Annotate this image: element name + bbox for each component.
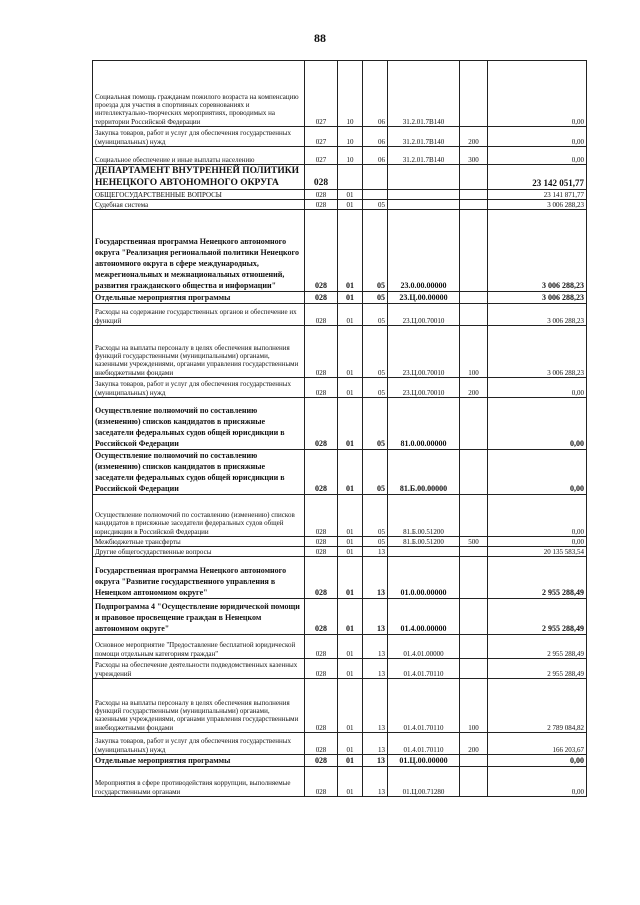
row-subsection-code: 13	[363, 767, 388, 797]
row-ved-code: 028	[305, 210, 338, 292]
row-ved-code: 027	[305, 127, 338, 147]
row-ved-code: 028	[305, 190, 338, 200]
row-target-article: 81.Б.00.00000	[388, 450, 460, 495]
row-expense-type	[460, 190, 488, 200]
row-section-code	[338, 165, 363, 190]
row-amount: 0,00	[488, 61, 587, 127]
row-expense-type	[460, 755, 488, 767]
row-target-article: 81.0.00.00000	[388, 398, 460, 450]
row-subsection-code: 13	[363, 733, 388, 755]
row-section-code: 01	[338, 190, 363, 200]
row-subsection-code	[363, 190, 388, 200]
row-ved-code: 028	[305, 599, 338, 635]
row-ved-code: 028	[305, 767, 338, 797]
table-row	[93, 537, 587, 547]
row-section-code: 01	[338, 537, 363, 547]
row-target-article: 01.4.01.70110	[388, 659, 460, 679]
row-section-code: 01	[338, 398, 363, 450]
row-subsection-code: 05	[363, 450, 388, 495]
row-target-article: 81.Б.00.51200	[388, 495, 460, 537]
row-ved-code: 028	[305, 679, 338, 733]
row-ved-code: 028	[305, 304, 338, 326]
row-target-article: 31.2.01.7В140	[388, 61, 460, 127]
row-target-article: 23.0.00.00000	[388, 210, 460, 292]
row-expense-type	[460, 635, 488, 659]
row-name: Основное мероприятие "Предоставление бесплатной юридической помощи отдельным категориям граждан"	[93, 635, 305, 659]
row-amount: 2 955 288,49	[488, 599, 587, 635]
row-subsection-code: 06	[363, 61, 388, 127]
row-target-article: 01.Ц.00.00000	[388, 755, 460, 767]
row-target-article: 01.4.01.70110	[388, 733, 460, 755]
row-subsection-code: 13	[363, 755, 388, 767]
row-name: ОБЩЕГОСУДАРСТВЕННЫЕ ВОПРОСЫ	[93, 190, 305, 200]
row-subsection-code: 13	[363, 635, 388, 659]
row-section-code: 10	[338, 61, 363, 127]
row-subsection-code: 05	[363, 326, 388, 378]
row-expense-type	[460, 304, 488, 326]
row-ved-code: 028	[305, 659, 338, 679]
row-amount: 166 203,67	[488, 733, 587, 755]
row-expense-type	[460, 210, 488, 292]
row-amount: 0,00	[488, 147, 587, 165]
row-amount: 3 006 288,23	[488, 304, 587, 326]
row-name: Закупка товаров, работ и услуг для обеспечения государственных (муниципальных) нужд	[93, 378, 305, 398]
row-amount: 0,00	[488, 755, 587, 767]
row-name: ДЕПАРТАМЕНТ ВНУТРЕННЕЙ ПОЛИТИКИ НЕНЕЦКОГО АВТОНОМНОГО ОКРУГА	[93, 165, 305, 190]
row-ved-code: 028	[305, 547, 338, 557]
row-subsection-code: 13	[363, 679, 388, 733]
row-ved-code: 028	[305, 326, 338, 378]
row-amount: 0,00	[488, 495, 587, 537]
row-amount: 2 955 288,49	[488, 557, 587, 599]
row-section-code: 01	[338, 450, 363, 495]
row-section-code: 01	[338, 378, 363, 398]
row-expense-type	[460, 61, 488, 127]
row-subsection-code: 05	[363, 200, 388, 210]
table-row	[93, 599, 587, 635]
row-ved-code: 028	[305, 450, 338, 495]
row-name: Закупка товаров, работ и услуг для обеспечения государственных (муниципальных) нужд	[93, 127, 305, 147]
table-row	[93, 190, 587, 200]
row-target-article: 31.2.01.7В140	[388, 147, 460, 165]
row-subsection-code: 05	[363, 378, 388, 398]
row-name: Государственная программа Ненецкого автономного округа "Развитие государственного управления в Ненецком автономном округе"	[93, 557, 305, 599]
row-target-article	[388, 190, 460, 200]
row-amount: 3 006 288,23	[488, 200, 587, 210]
row-section-code: 01	[338, 659, 363, 679]
table-row	[93, 200, 587, 210]
row-name: Подпрограмма 4 "Осуществление юридической помощи и правовое просвещение граждан в Ненецком автономном округе"	[93, 599, 305, 635]
table-row	[93, 755, 587, 767]
row-section-code: 01	[338, 767, 363, 797]
row-ved-code: 028	[305, 165, 338, 190]
row-target-article: 81.Б.00.51200	[388, 537, 460, 547]
row-expense-type	[460, 547, 488, 557]
row-section-code: 01	[338, 599, 363, 635]
table-row	[93, 378, 587, 398]
row-target-article: 23.Ц.00.00000	[388, 292, 460, 304]
budget-table-body	[93, 61, 587, 797]
row-expense-type	[460, 767, 488, 797]
row-expense-type	[460, 599, 488, 635]
row-amount: 20 135 583,54	[488, 547, 587, 557]
row-expense-type	[460, 398, 488, 450]
row-target-article: 23.Ц.00.70010	[388, 326, 460, 378]
row-subsection-code: 05	[363, 495, 388, 537]
row-amount: 0,00	[488, 450, 587, 495]
row-expense-type	[460, 450, 488, 495]
row-ved-code: 028	[305, 292, 338, 304]
row-name: Расходы на выплаты персоналу в целях обеспечения выполнения функций государственными (муниципальными) органами, казенными учреждениями, органами управления государственными внебюджетными фондами	[93, 326, 305, 378]
row-name: Осуществление полномочий по составлению (изменению) списков кандидатов в присяжные заседатели федеральных судов общей юрисдикции в Российской Федерации	[93, 450, 305, 495]
row-subsection-code: 13	[363, 659, 388, 679]
row-name: Расходы на обеспечение деятельности подведомственных казенных учреждений	[93, 659, 305, 679]
row-amount: 3 006 288,23	[488, 210, 587, 292]
row-amount: 23 141 871,77	[488, 190, 587, 200]
row-section-code: 01	[338, 495, 363, 537]
row-expense-type: 200	[460, 127, 488, 147]
row-name: Социальная помощь гражданам пожилого возраста на компенсацию проезда для участия в спортивных соревнованиях и интеллектуально-творческих мероприятиях, проводимых на территории Российской Федерации	[93, 61, 305, 127]
row-name: Социальное обеспечение и иные выплаты населению	[93, 147, 305, 165]
row-ved-code: 028	[305, 755, 338, 767]
row-name: Государственная программа Ненецкого автономного округа "Реализация региональной политики Ненецкого автономного округа в сфере международных, межрегиональных и межнациональных отношений, развития гражданского общества и информации"	[93, 210, 305, 292]
row-target-article: 01.4.01.70110	[388, 679, 460, 733]
row-ved-code: 028	[305, 200, 338, 210]
row-target-article: 01.Ц.00.71280	[388, 767, 460, 797]
row-target-article: 23.Ц.00.70010	[388, 378, 460, 398]
row-target-article	[388, 547, 460, 557]
row-expense-type	[460, 557, 488, 599]
row-section-code: 01	[338, 304, 363, 326]
budget-table	[92, 60, 587, 797]
page-number: 88	[314, 31, 326, 45]
table-row	[93, 61, 587, 127]
row-name: Судебная система	[93, 200, 305, 210]
row-section-code: 01	[338, 635, 363, 659]
row-subsection-code	[363, 165, 388, 190]
row-name: Отдельные мероприятия программы	[93, 755, 305, 767]
row-expense-type: 300	[460, 147, 488, 165]
row-ved-code: 028	[305, 495, 338, 537]
row-amount: 2 955 288,49	[488, 659, 587, 679]
row-section-code: 01	[338, 210, 363, 292]
row-section-code: 01	[338, 755, 363, 767]
row-ved-code: 027	[305, 147, 338, 165]
table-row	[93, 557, 587, 599]
row-expense-type	[460, 495, 488, 537]
row-section-code: 01	[338, 200, 363, 210]
table-row	[93, 326, 587, 378]
row-ved-code: 027	[305, 61, 338, 127]
row-subsection-code: 13	[363, 557, 388, 599]
row-subsection-code: 05	[363, 537, 388, 547]
row-subsection-code: 06	[363, 127, 388, 147]
row-name: Осуществление полномочий по составлению (изменению) списков кандидатов в присяжные заседатели федеральных судов общей юрисдикции в Российской Федерации	[93, 495, 305, 537]
row-target-article: 23.Ц.00.70010	[388, 304, 460, 326]
row-amount: 0,00	[488, 127, 587, 147]
row-name: Расходы на содержание государственных органов и обеспечение их функций	[93, 304, 305, 326]
row-ved-code: 028	[305, 537, 338, 547]
row-section-code: 01	[338, 292, 363, 304]
row-ved-code: 028	[305, 557, 338, 599]
table-row	[93, 635, 587, 659]
row-expense-type: 200	[460, 378, 488, 398]
row-expense-type: 100	[460, 326, 488, 378]
row-target-article: 01.4.01.00000	[388, 635, 460, 659]
table-row	[93, 147, 587, 165]
row-target-article: 01.4.00.00000	[388, 599, 460, 635]
row-section-code: 01	[338, 547, 363, 557]
row-expense-type	[460, 200, 488, 210]
row-expense-type	[460, 165, 488, 190]
row-amount: 23 142 051,77	[488, 165, 587, 190]
table-row	[93, 304, 587, 326]
row-subsection-code: 13	[363, 547, 388, 557]
row-target-article: 31.2.01.7В140	[388, 127, 460, 147]
row-name: Другие общегосударственные вопросы	[93, 547, 305, 557]
row-expense-type	[460, 659, 488, 679]
row-target-article	[388, 200, 460, 210]
table-row	[93, 767, 587, 797]
row-section-code: 01	[338, 557, 363, 599]
row-name: Отдельные мероприятия программы	[93, 292, 305, 304]
row-section-code: 01	[338, 326, 363, 378]
row-ved-code: 028	[305, 733, 338, 755]
row-expense-type: 100	[460, 679, 488, 733]
row-subsection-code: 13	[363, 599, 388, 635]
row-subsection-code: 05	[363, 292, 388, 304]
table-row	[93, 398, 587, 450]
table-row	[93, 165, 587, 190]
table-row	[93, 659, 587, 679]
row-amount: 2 789 084,82	[488, 679, 587, 733]
row-amount: 3 006 288,23	[488, 326, 587, 378]
row-expense-type: 200	[460, 733, 488, 755]
row-section-code: 10	[338, 147, 363, 165]
row-subsection-code: 05	[363, 398, 388, 450]
table-row	[93, 547, 587, 557]
row-amount: 2 955 288,49	[488, 635, 587, 659]
row-section-code: 01	[338, 679, 363, 733]
row-subsection-code: 06	[363, 147, 388, 165]
table-row	[93, 450, 587, 495]
row-name: Межбюджетные трансферты	[93, 537, 305, 547]
table-row	[93, 127, 587, 147]
table-row	[93, 292, 587, 304]
row-ved-code: 028	[305, 378, 338, 398]
table-row	[93, 495, 587, 537]
row-amount: 0,00	[488, 398, 587, 450]
row-name: Закупка товаров, работ и услуг для обеспечения государственных (муниципальных) нужд	[93, 733, 305, 755]
table-row	[93, 210, 587, 292]
row-ved-code: 028	[305, 635, 338, 659]
row-expense-type: 500	[460, 537, 488, 547]
row-subsection-code: 05	[363, 304, 388, 326]
table-row	[93, 733, 587, 755]
row-amount: 0,00	[488, 767, 587, 797]
row-amount: 3 006 288,23	[488, 292, 587, 304]
row-section-code: 01	[338, 733, 363, 755]
row-amount: 0,00	[488, 378, 587, 398]
row-ved-code: 028	[305, 398, 338, 450]
row-expense-type	[460, 292, 488, 304]
row-subsection-code: 05	[363, 210, 388, 292]
row-name: Осуществление полномочий по составлению (изменению) списков кандидатов в присяжные заседатели федеральных судов общей юрисдикции в Российской Федерации	[93, 398, 305, 450]
row-target-article: 01.0.00.00000	[388, 557, 460, 599]
table-row	[93, 679, 587, 733]
row-amount: 0,00	[488, 537, 587, 547]
row-section-code: 10	[338, 127, 363, 147]
row-name: Мероприятия в сфере противодействия коррупции, выполняемые государственными органами	[93, 767, 305, 797]
row-target-article	[388, 165, 460, 190]
row-name: Расходы на выплаты персоналу в целях обеспечения выполнения функций государственными (муниципальными) органами, казенными учреждениями, органами управления государственными внебюджетными фондами	[93, 679, 305, 733]
